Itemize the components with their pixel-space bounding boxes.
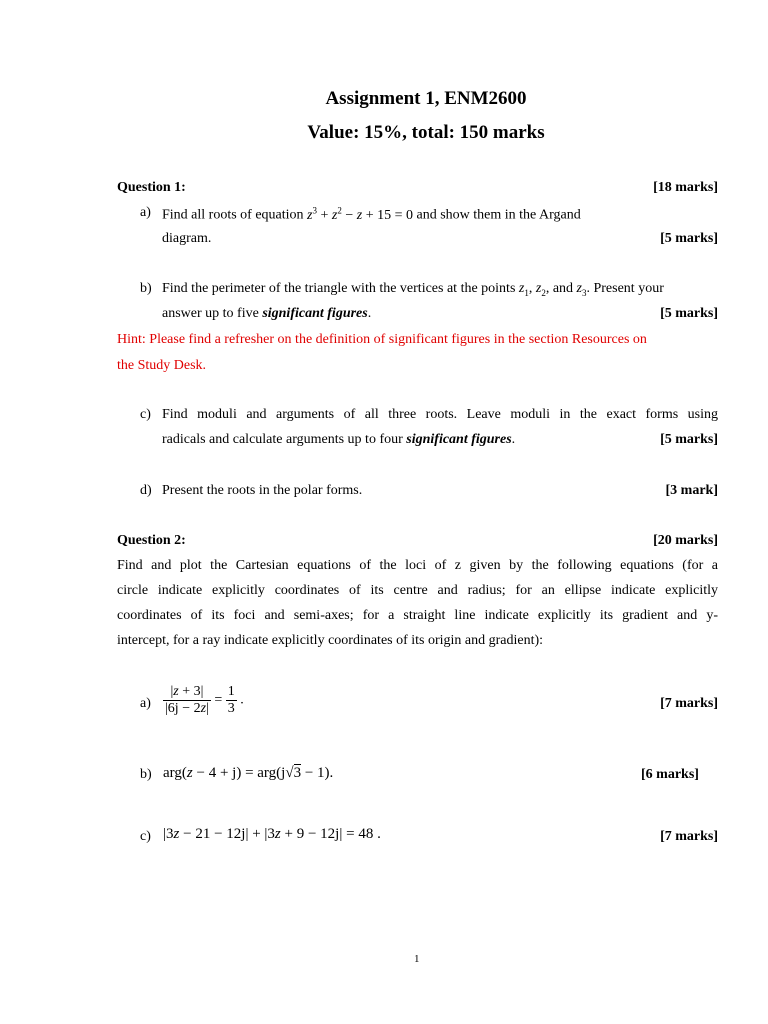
q1a-label: a)	[140, 205, 151, 220]
q2c-marks: [7 marks]	[660, 829, 718, 844]
q1a-text1: Find all roots of equation	[162, 207, 304, 223]
q1-heading: Question 1:	[117, 180, 186, 195]
q1c-line2: radicals and calculate arguments up to four significant figures.	[162, 432, 516, 447]
q1b-marks: [5 marks]	[660, 306, 718, 321]
q2b-label: b)	[140, 767, 152, 782]
q1a-text2: and show them in the Argand	[416, 207, 581, 223]
q2-intro-line3: coordinates of its foci and semi-axes; for a straight line indicate explicitly its gradient and y-	[117, 608, 718, 623]
q1-marks: [18 marks]	[653, 180, 718, 195]
hint-line1: Hint: Please find a refresher on the definition of significant figures in the section Resources on	[117, 332, 647, 347]
q2b-equation: arg(z − 4 + j) = arg(j√3 − 1).	[163, 765, 334, 781]
q1b-text3: answer up to five	[162, 306, 259, 321]
q2b-marks: [6 marks]	[641, 767, 699, 782]
q1b-text1: Find the perimeter of the triangle with the vertices at the points	[162, 281, 516, 296]
q1b-text2: Present your	[593, 281, 664, 296]
q2-intro-line2: circle indicate explicitly coordinates of its centre and radius; for an ellipse indicate explicitly	[117, 583, 718, 598]
q1d-text: Present the roots in the polar forms.	[162, 483, 363, 498]
q1c-label: c)	[140, 407, 151, 422]
q2-intro-line1: Find and plot the Cartesian equations of the loci of z given by the following equations (for a	[117, 558, 718, 573]
q1c-bold: significant figures	[406, 432, 512, 447]
q1b-points: $z_1$, $z_2$, and $z_3$.	[518, 281, 590, 298]
q2a-equation: $\frac{|z + 3|}{|6j - 2z|}$ = $\frac{1}{3}$ .	[165, 684, 244, 716]
q1b-label: b)	[140, 281, 152, 296]
q2c-equation: |3z − 21 − 12j| + |3z + 9 − 12j| = 48 .	[163, 826, 381, 842]
q1a-equation: $z^3 + z^2 - z + 15 = 0$	[307, 205, 414, 223]
hint-line2: the Study Desk.	[117, 358, 207, 373]
q2c-label: c)	[140, 829, 151, 844]
q2a-marks: [7 marks]	[660, 696, 718, 711]
q1a-text3: diagram.	[162, 231, 212, 246]
q1b-line1	[162, 281, 664, 298]
q1c-marks: [5 marks]	[660, 432, 718, 447]
page-number: 1	[414, 953, 420, 965]
q1d-marks: [3 mark]	[665, 483, 718, 498]
q1d-label: d)	[140, 483, 152, 498]
q1b-line2: answer up to five significant figures.	[162, 306, 372, 321]
q1a-line1	[162, 205, 581, 224]
q1b-bold: significant figures	[262, 306, 368, 321]
q1c-text2: radicals and calculate arguments up to four	[162, 432, 403, 447]
q1c-text1: Find moduli and arguments of all three roots. Leave moduli in the exact forms using	[162, 407, 718, 422]
page-subtitle: Value: 15%, total: 150 marks	[307, 122, 545, 143]
q2-heading: Question 2:	[117, 533, 186, 548]
q1a-marks: [5 marks]	[660, 231, 718, 246]
page-title: Assignment 1, ENM2600	[325, 88, 527, 109]
q2-intro-line4: intercept, for a ray indicate explicitly coordinates of its origin and gradient):	[117, 633, 544, 648]
q2-marks: [20 marks]	[653, 533, 718, 548]
q2a-label: a)	[140, 696, 151, 711]
